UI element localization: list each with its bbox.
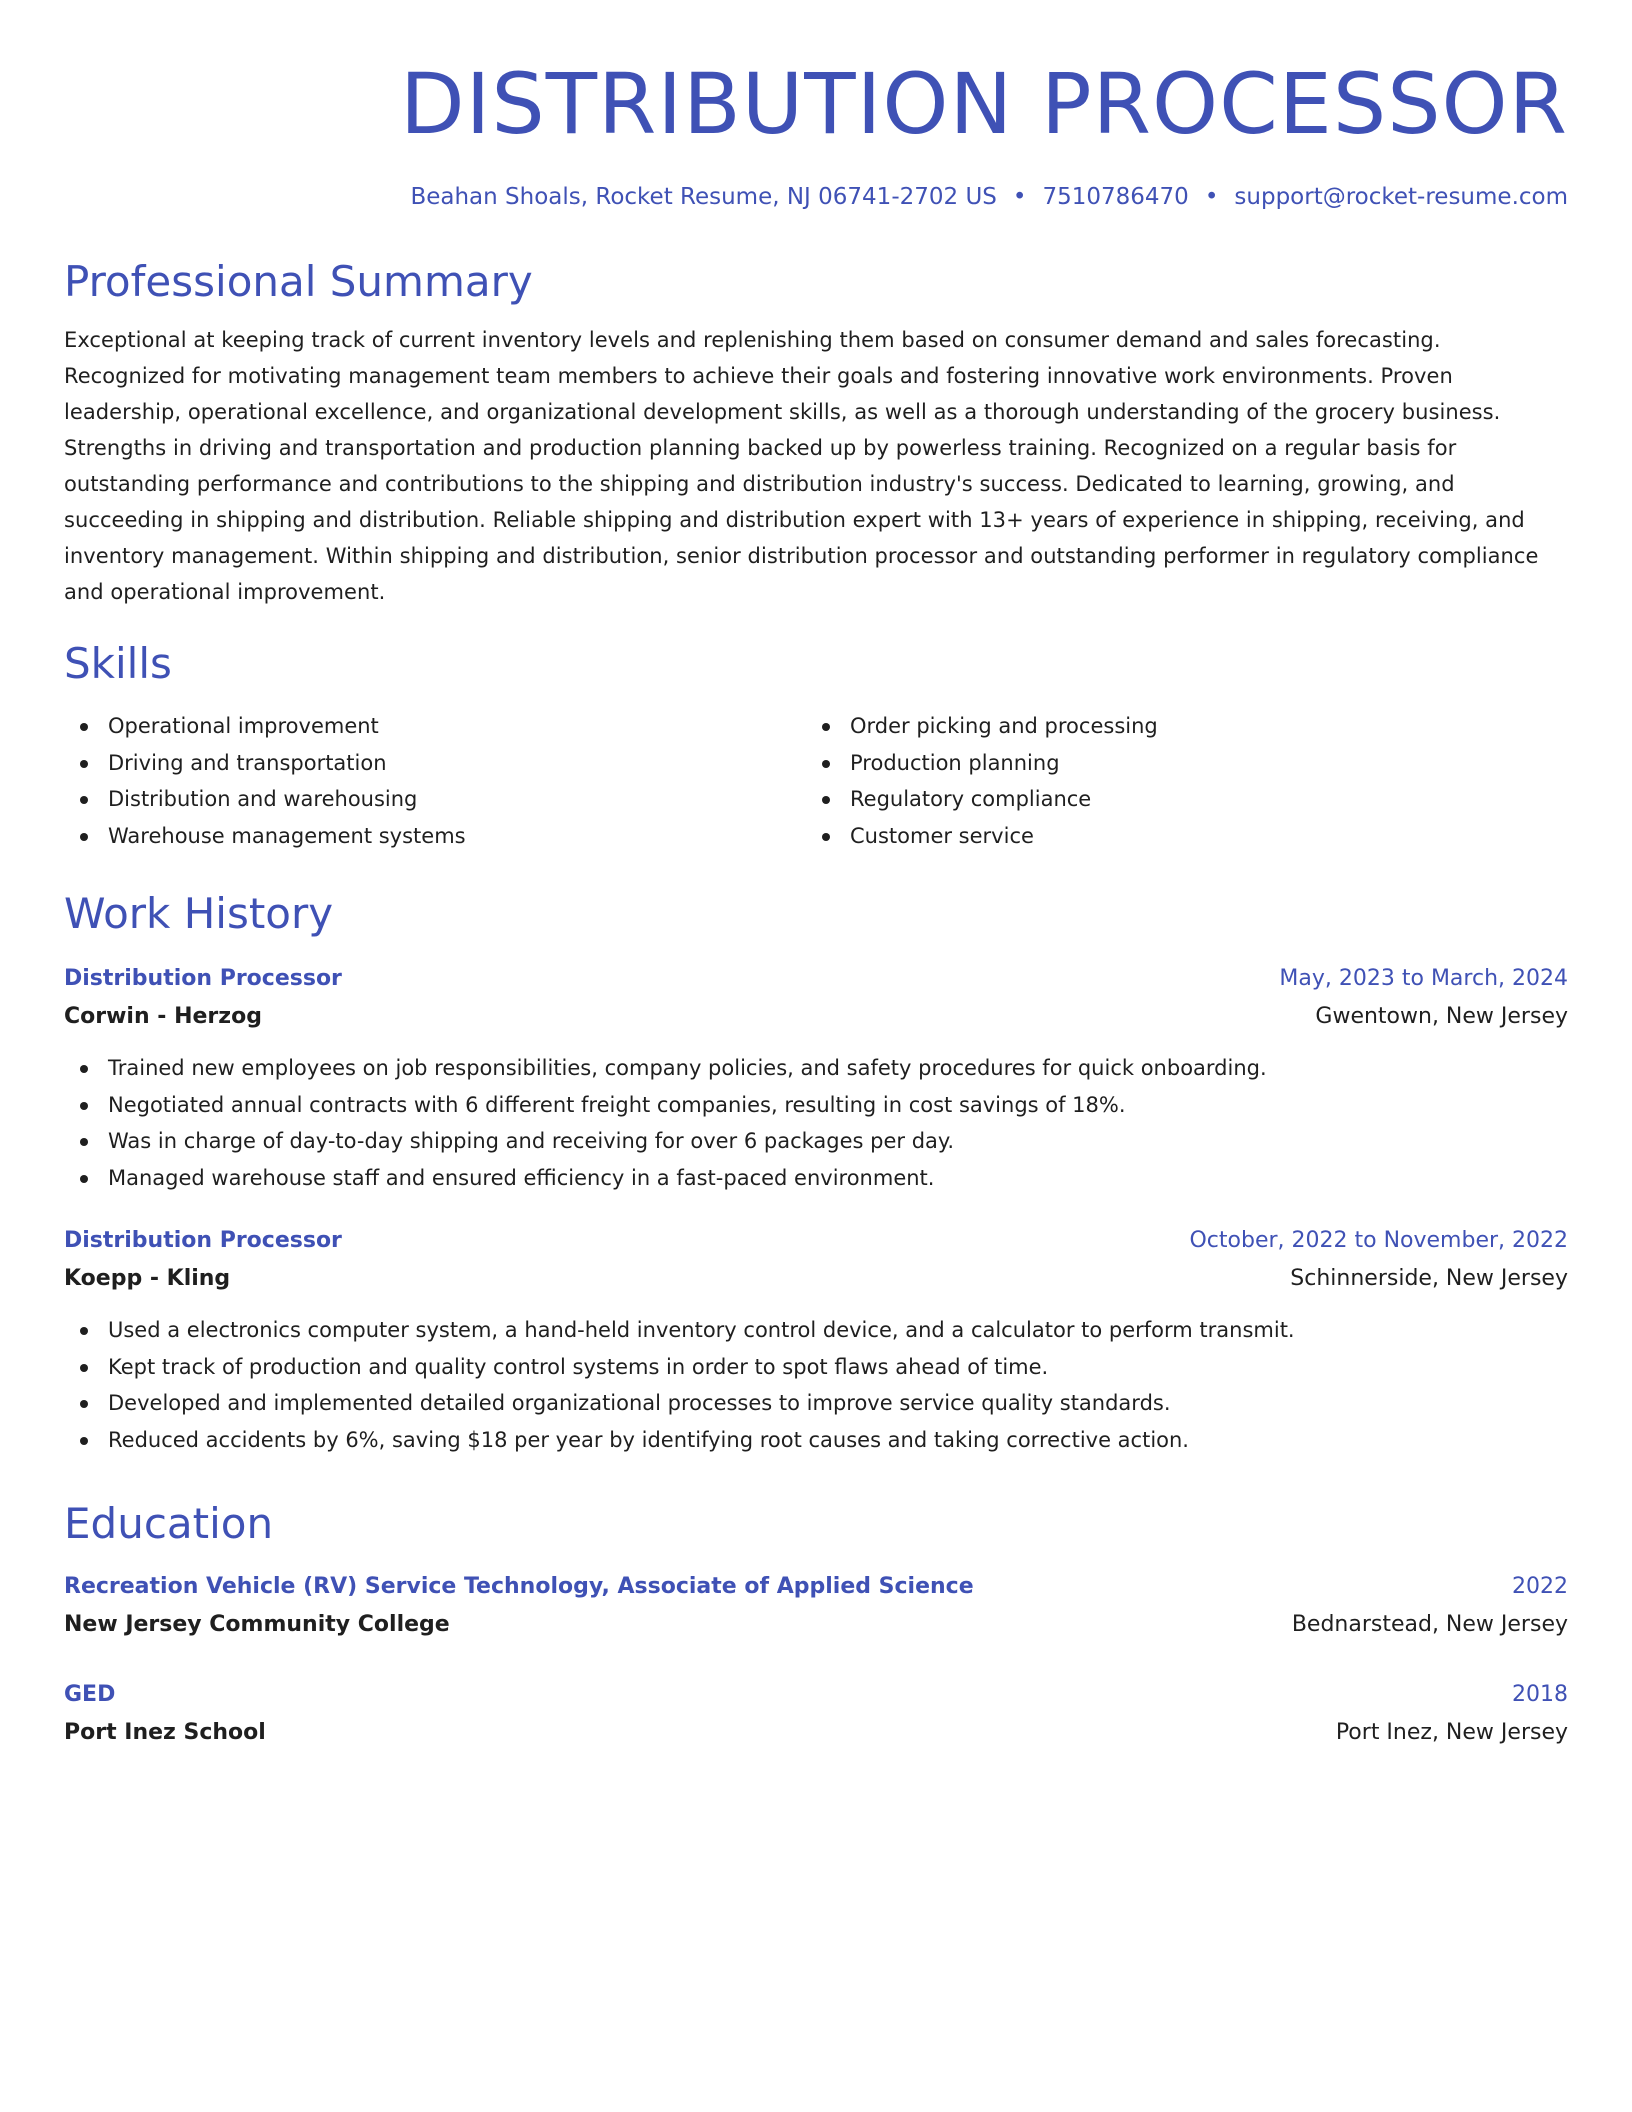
contact-separator: • (1204, 184, 1219, 210)
summary-heading: Professional Summary (64, 257, 533, 306)
job-subheader (64, 998, 1568, 1036)
education-degree: Recreation Vehicle (RV) Service Technology, Associate of Applied Science (64, 1574, 974, 1599)
job-title: Distribution Processor (64, 966, 342, 991)
education-header (64, 1676, 1568, 1714)
education-school: New Jersey Community College (64, 1612, 450, 1637)
contact-address: Beahan Shoals, Rocket Resume, NJ 06741-2702 US (410, 184, 997, 210)
job-dates: October, 2022 to November, 2022 (1189, 1228, 1568, 1253)
job-header (64, 1222, 1568, 1260)
job-bullets (64, 1050, 1568, 1196)
education-subheader (64, 1714, 1568, 1752)
skills-list (64, 708, 1568, 854)
job-header (64, 960, 1568, 998)
education-year: 2022 (1512, 1574, 1568, 1599)
job-bullet: Developed and implemented detailed organizational processes to improve service quality standards. (64, 1385, 1568, 1422)
skill-item: Customer service (806, 818, 1548, 855)
skill-item: Warehouse management systems (64, 818, 806, 855)
job-entry (64, 1222, 1568, 1458)
education-entry (64, 1568, 1568, 1644)
job-company: Koepp - Kling (64, 1266, 231, 1291)
contact-email: support@rocket-resume.com (1234, 184, 1568, 210)
education-subheader (64, 1606, 1568, 1644)
education-year: 2018 (1512, 1682, 1568, 1707)
job-bullet: Trained new employees on job responsibilities, company policies, and safety procedures for quick onboarding. (64, 1050, 1568, 1087)
education-header (64, 1568, 1568, 1606)
skills-column-left (64, 708, 806, 854)
job-title: Distribution Processor (64, 1228, 342, 1253)
job-bullet: Managed warehouse staff and ensured efficiency in a fast-paced environment. (64, 1160, 1568, 1197)
summary-text: Exceptional at keeping track of current inventory levels and replenishing them based on consumer demand and sales forecasting. Recognized for motivating management team members to achieve their goals and fostering innovative work environments. Proven leadership, operational excellence, and organizational development skills, as well as a thorough understanding of the grocery business. Strengths in driving and transportation and production planning backed up by powerless training. Recognized on a regular basis for outstanding performance and contributions to the shipping and distribution industry's success. Dedicated to learning, growing, and succeeding in shipping and distribution. Reliable shipping and distribution expert with 13+ years of experience in shipping, receiving, and inventory management. Within shipping and distribution, senior distribution processor and outstanding performer in regulatory compliance and operational improvement. (64, 328, 1539, 604)
contact-separator: • (1012, 184, 1027, 210)
education-degree: GED (64, 1682, 116, 1707)
education-school: Port Inez School (64, 1720, 266, 1745)
work-history-heading: Work History (64, 889, 334, 938)
job-bullets (64, 1312, 1568, 1458)
contact-line (64, 182, 1568, 212)
job-bullet: Was in charge of day-to-day shipping and receiving for over 6 packages per day. (64, 1123, 1568, 1160)
job-bullet: Kept track of production and quality control systems in order to spot flaws ahead of time. (64, 1349, 1568, 1386)
skill-item: Operational improvement (64, 708, 806, 745)
job-bullet: Used a electronics computer system, a hand-held inventory control device, and a calculator to perform transmit. (64, 1312, 1568, 1349)
contact-phone: 7510786470 (1042, 184, 1189, 210)
skill-item: Regulatory compliance (806, 781, 1548, 818)
skill-item: Distribution and warehousing (64, 781, 806, 818)
education-heading: Education (64, 1499, 274, 1548)
education-location: Port Inez, New Jersey (1335, 1720, 1568, 1745)
resume-name: DISTRIBUTION PROCESSOR (399, 55, 1568, 153)
job-bullet: Reduced accidents by 6%, saving $18 per year by identifying root causes and taking corrective action. (64, 1422, 1568, 1459)
job-dates: May, 2023 to March, 2024 (1279, 966, 1568, 991)
skill-item: Production planning (806, 745, 1548, 782)
skill-item: Driving and transportation (64, 745, 806, 782)
education-entry (64, 1676, 1568, 1752)
job-bullet: Negotiated annual contracts with 6 different freight companies, resulting in cost savings of 18%. (64, 1087, 1568, 1124)
job-entry (64, 960, 1568, 1196)
job-location: Gwentown, New Jersey (1315, 1004, 1568, 1029)
skills-column-right (806, 708, 1548, 854)
skill-item: Order picking and processing (806, 708, 1548, 745)
job-location: Schinnerside, New Jersey (1290, 1266, 1568, 1291)
job-company: Corwin - Herzog (64, 1004, 262, 1029)
resume-page (64, 0, 1568, 1752)
job-subheader (64, 1260, 1568, 1298)
skills-heading: Skills (64, 639, 172, 688)
education-location: Bednarstead, New Jersey (1291, 1612, 1568, 1637)
